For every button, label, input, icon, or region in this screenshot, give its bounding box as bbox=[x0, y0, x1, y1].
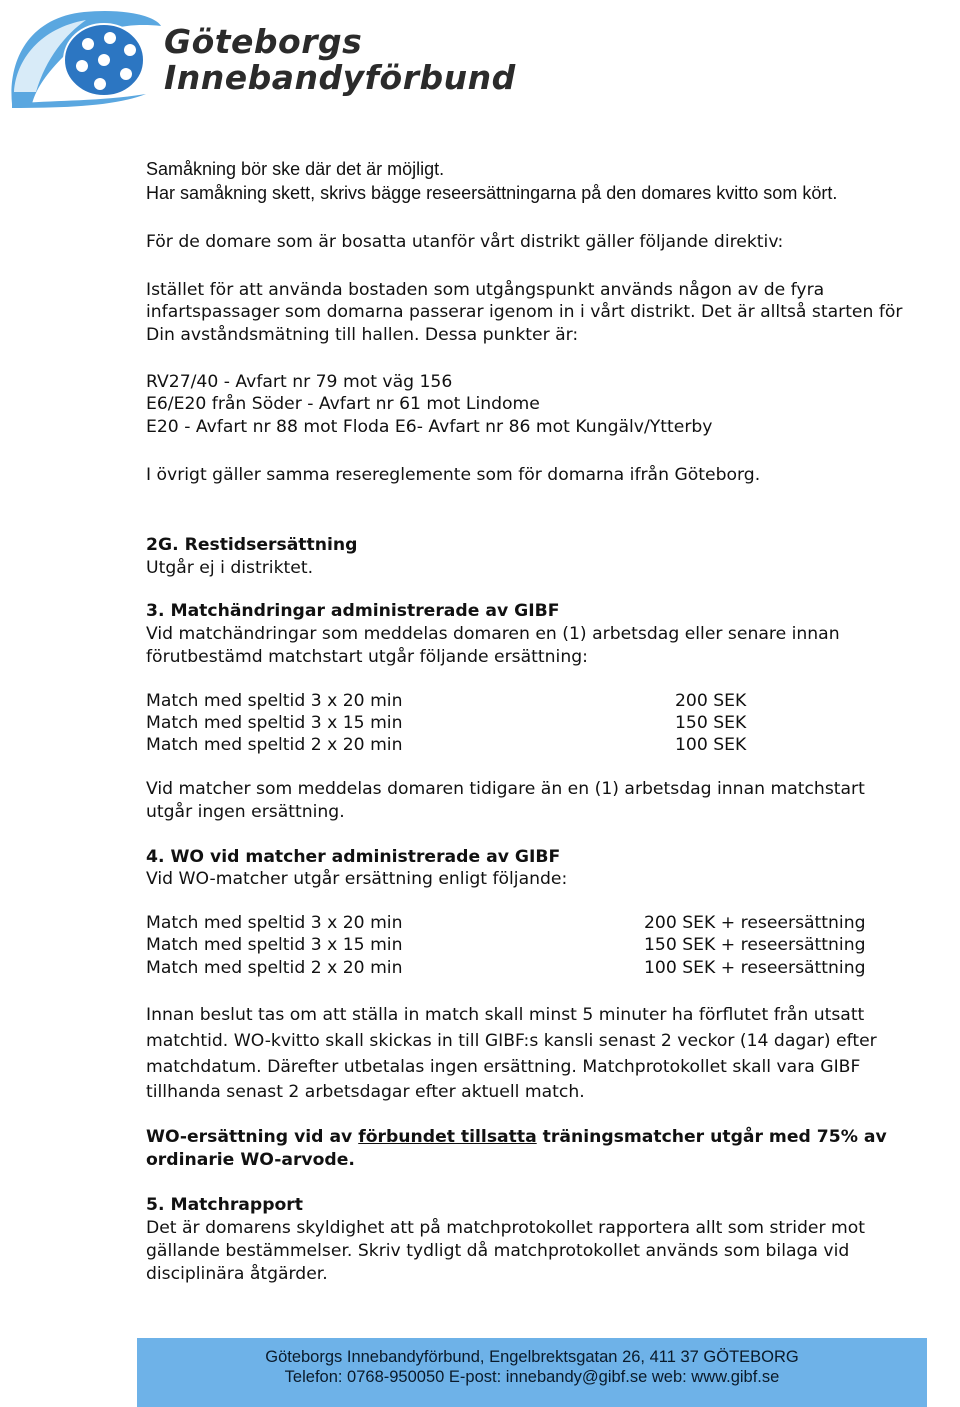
wo-rules-line-1: Innan beslut tas om att ställa in match skall minst 5 minuter ha förflutet från utsatt bbox=[146, 1005, 865, 1025]
wo-compensation-text-b: träningsmatcher utgår med 75% av bbox=[536, 1127, 887, 1147]
s4-row-3-amount: 100 SEK + reseersättning bbox=[644, 958, 866, 978]
directive-paragraph-line-3: Din avståndsmätning till hallen. Dessa punkter är: bbox=[146, 325, 579, 345]
s4-row-2-amount: 150 SEK + reseersättning bbox=[644, 935, 866, 955]
wo-compensation-line-2: ordinarie WO-arvode. bbox=[146, 1150, 355, 1170]
directive-intro: För de domare som är bosatta utanför vårt distrikt gäller följande direktiv: bbox=[146, 232, 784, 252]
other-rules-line: I övrigt gäller samma resereglemente som för domarna ifrån Göteborg. bbox=[146, 465, 761, 485]
logo-text-line1: Göteborgs bbox=[164, 22, 363, 61]
intro-line-1: Samåkning bör ske där det är möjligt. bbox=[146, 159, 445, 179]
s3-row-1-amount: 200 SEK bbox=[675, 691, 747, 711]
s3-row-2-amount: 150 SEK bbox=[675, 713, 747, 733]
directive-paragraph-line-2: infartspassager som domarna passerar igenom in i vårt distrikt. Det är alltså starten för bbox=[146, 302, 903, 322]
floorball-logo-icon bbox=[6, 4, 162, 108]
route-item-1: RV27/40 - Avfart nr 79 mot väg 156 bbox=[146, 372, 453, 392]
s3-row-2-match: Match med speltid 3 x 15 min bbox=[146, 713, 403, 733]
route-item-3: E20 - Avfart nr 88 mot Floda E6- Avfart nr 86 mot Kungälv/Ytterby bbox=[146, 417, 713, 437]
footer-address: Göteborgs Innebandyförbund, Engelbrektsgatan 26, 411 37 GÖTEBORG bbox=[265, 1348, 799, 1366]
gibf-logo bbox=[6, 4, 516, 108]
section-2g-text: Utgår ej i distriktet. bbox=[146, 558, 314, 578]
s4-row-1-amount: 200 SEK + reseersättning bbox=[644, 913, 866, 933]
section-5-line-2: gällande bestämmelser. Skriv tydligt då matchprotokollet används som bilaga vid bbox=[146, 1241, 850, 1261]
section-5-heading: 5. Matchrapport bbox=[146, 1195, 303, 1215]
s3-row-3-amount: 100 SEK bbox=[675, 735, 747, 755]
wo-rules-line-2: matchtid. WO-kvitto skall skickas in till GIBF:s kansli senast 2 veckor (14 dagar) efter bbox=[146, 1031, 877, 1051]
section-3-note-line-2: utgår ingen ersättning. bbox=[146, 802, 345, 822]
s4-row-2-match: Match med speltid 3 x 15 min bbox=[146, 935, 403, 955]
s4-row-1-match: Match med speltid 3 x 20 min bbox=[146, 913, 403, 933]
intro-line-2: Har samåkning skett, skrivs bägge reseersättningarna på den domares kvitto som kört. bbox=[146, 183, 838, 203]
wo-rules-line-3: matchdatum. Därefter utbetalas ingen ersättning. Matchprotokollet skall vara GIBF bbox=[146, 1057, 861, 1077]
s4-row-3-match: Match med speltid 2 x 20 min bbox=[146, 958, 403, 978]
wo-compensation-underlined: förbundet tillsatta bbox=[358, 1127, 537, 1147]
wo-compensation-text-a: WO-ersättning vid av bbox=[146, 1127, 359, 1147]
footer-bar bbox=[137, 1338, 927, 1407]
directive-paragraph-line-1: Istället för att använda bostaden som utgångspunkt används någon av de fyra bbox=[146, 280, 825, 300]
section-2g-heading: 2G. Restidsersättning bbox=[146, 535, 358, 555]
logo-text-line2: Innebandyförbund bbox=[164, 58, 516, 97]
section-3-paragraph-line-2: förutbestämd matchstart utgår följande ersättning: bbox=[146, 647, 588, 667]
footer-contact: Telefon: 0768-950050 E-post: innebandy@gibf.se web: www.gibf.se bbox=[284, 1368, 780, 1386]
wo-rules-line-4: tillhanda senast 2 arbetsdagar efter aktuell match. bbox=[146, 1082, 585, 1102]
section-4-heading: 4. WO vid matcher administrerade av GIBF bbox=[146, 847, 561, 867]
s3-row-1-match: Match med speltid 3 x 20 min bbox=[146, 691, 403, 711]
section-4-paragraph: Vid WO-matcher utgår ersättning enligt följande: bbox=[146, 869, 568, 889]
s3-row-3-match: Match med speltid 2 x 20 min bbox=[146, 735, 403, 755]
section-5-line-3: disciplinära åtgärder. bbox=[146, 1264, 328, 1284]
route-item-2: E6/E20 från Söder - Avfart nr 61 mot Lindome bbox=[146, 394, 540, 414]
section-3-note-line-1: Vid matcher som meddelas domaren tidigare än en (1) arbetsdag innan matchstart bbox=[146, 779, 865, 799]
section-3-paragraph-line-1: Vid matchändringar som meddelas domaren en (1) arbetsdag eller senare innan bbox=[146, 624, 840, 644]
wo-compensation-line-1 bbox=[146, 1126, 887, 1148]
section-5-line-1: Det är domarens skyldighet att på matchprotokollet rapportera allt som strider mot bbox=[146, 1218, 866, 1238]
section-3-heading: 3. Matchändringar administrerade av GIBF bbox=[146, 601, 560, 621]
